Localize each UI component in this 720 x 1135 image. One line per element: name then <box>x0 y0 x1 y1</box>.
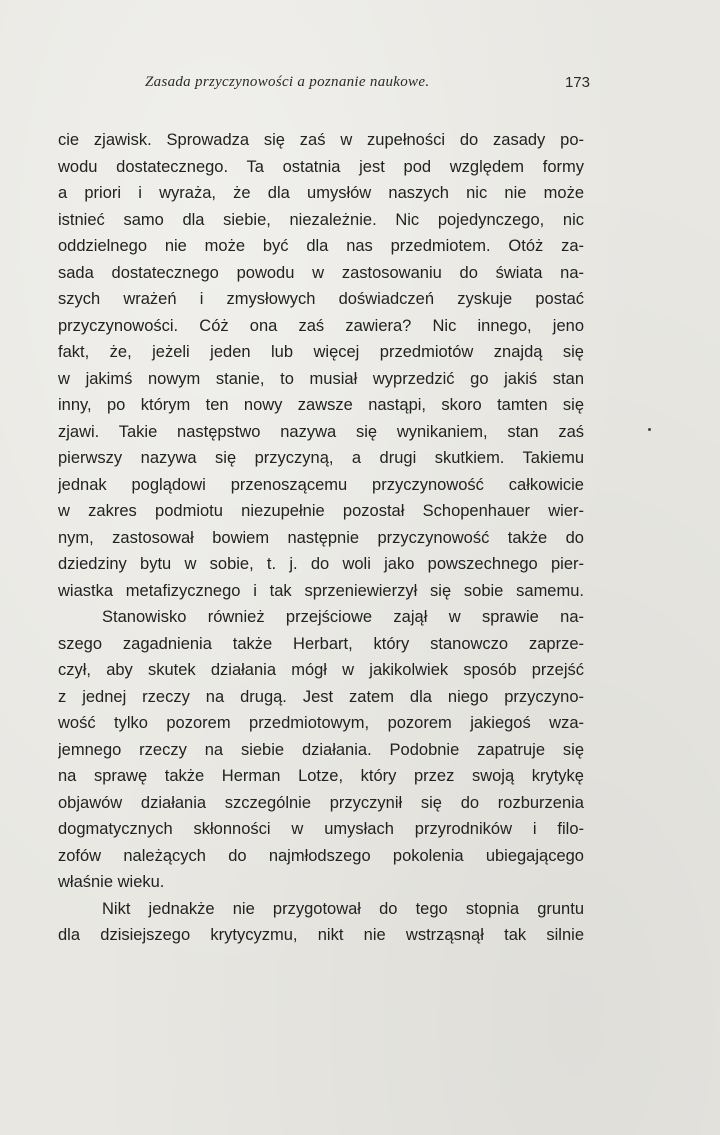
text-line: inny, po którym ten nowy zawsze nastąpi, skoro tamten się <box>58 396 584 414</box>
text-line: Nikt jednakże nie przygotował do tego stopnia gruntu <box>102 899 584 918</box>
text-line: cie zjawisk. Sprowadza się zaś w zupełności do zasady po- <box>58 131 584 149</box>
text-line: jednak poglądowi przenoszącemu przyczynowość całkowicie <box>58 475 584 494</box>
text-line: pierwszy nazywa się przyczyną, a drugi skutkiem. Takiemu <box>58 449 584 467</box>
text-line: zofów należących do najmłodszego pokolenia ubiegającego <box>58 846 584 865</box>
print-speck <box>648 428 651 431</box>
page-number: 173 <box>564 74 590 91</box>
text-line: dziedziny bytu w sobie, t. j. do woli jako powszechnego pier- <box>58 555 584 573</box>
body-text <box>58 127 584 949</box>
page-header <box>60 74 590 100</box>
text-line: jemnego rzeczy na siebie działania. Podobnie zapatruje się <box>58 740 584 759</box>
text-line: wiastka metafizycznego i tak sprzeniewierzył się sobie samemu. <box>58 581 584 600</box>
text-line: sada dostatecznego powodu w zastosowaniu do świata na- <box>58 263 584 282</box>
text-line: przyczynowości. Cóż ona zaś zawiera? Nic innego, jeno <box>58 316 584 335</box>
paragraph-2 <box>58 604 584 896</box>
text-line: fakt, że, jeżeli jeden lub więcej przedmiotów znajdą się <box>58 343 584 361</box>
text-line: właśnie wieku. <box>58 873 165 891</box>
paragraph-1 <box>58 127 584 604</box>
text-line: dla dzisiejszego krytycyzmu, nikt nie wstrząsnął tak silnie <box>58 926 584 944</box>
text-line: szego zagadnienia także Herbart, który stanowczo zaprze- <box>58 634 584 653</box>
text-line: zjawi. Takie następstwo nazywa się wynikaniem, stan zaś <box>58 422 584 441</box>
text-line: z jednej rzeczy na drugą. Jest zatem dla niego przyczyno- <box>58 687 584 706</box>
text-line: istnieć samo dla siebie, niezależnie. Nic pojedynczego, nic <box>58 210 584 229</box>
running-title: Zasada przyczynowości a poznanie naukowe. <box>145 74 430 90</box>
text-line: wodu dostatecznego. Ta ostatnia jest pod względem formy <box>58 157 584 176</box>
text-line: objawów działania szczególnie przyczynił się do rozburzenia <box>58 793 584 812</box>
text-line: dogmatycznych skłonności w umysłach przyrodników i filo- <box>58 820 584 838</box>
text-line: w zakres podmiotu niezupełnie pozostał Schopenhauer wier- <box>58 502 584 520</box>
text-line: nym, zastosował bowiem następnie przyczynowość także do <box>58 528 584 547</box>
text-line: czył, aby skutek działania mógł w jakikolwiek sposób przejść <box>58 661 584 679</box>
paragraph-3 <box>58 896 584 949</box>
text-line: Stanowisko również przejściowe zajął w sprawie na- <box>102 608 584 626</box>
text-line: na sprawę także Herman Lotze, który przez swoją krytykę <box>58 767 584 785</box>
text-line: szych wrażeń i zmysłowych doświadczeń zyskuje postać <box>58 290 584 308</box>
text-line: w jakimś nowym stanie, to musiał wyprzedzić go jakiś stan <box>58 369 584 388</box>
text-line: a priori i wyraża, że dla umysłów naszych nic nie może <box>58 184 584 202</box>
text-line: wość tylko pozorem przedmiotowym, pozorem jakiegoś wza- <box>58 714 584 732</box>
text-line: oddzielnego nie może być dla nas przedmiotem. Otóż za- <box>58 237 584 255</box>
